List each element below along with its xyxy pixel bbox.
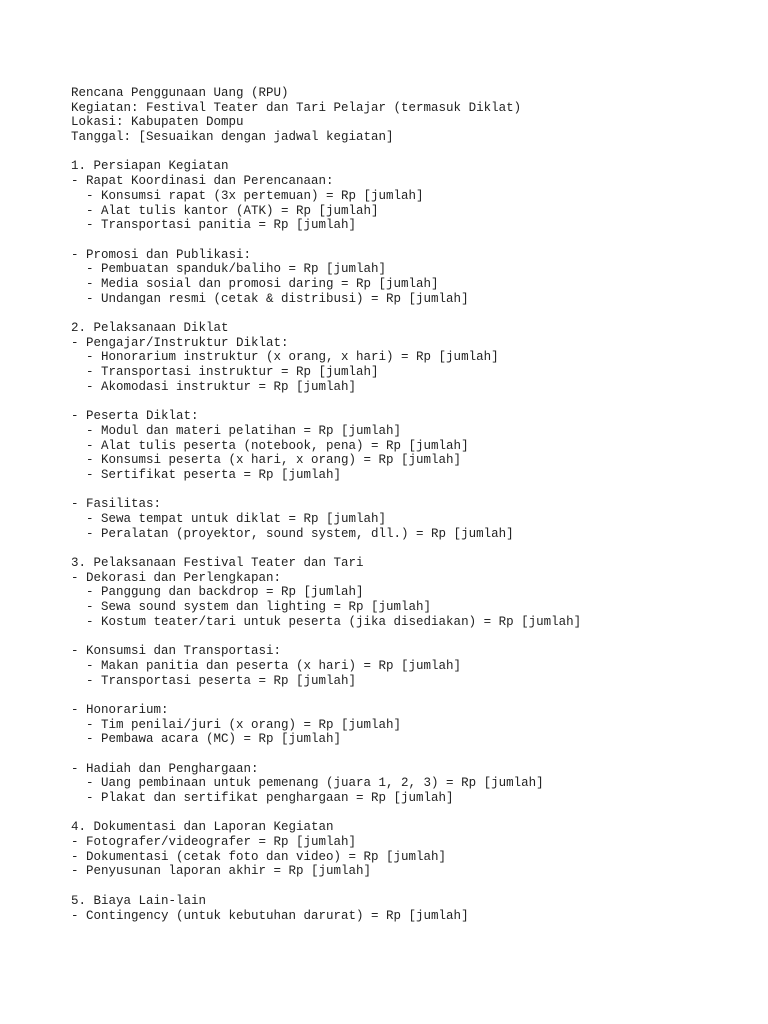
- text-line: Lokasi: Kabupaten Dompu: [71, 115, 244, 130]
- text-line: - Transportasi instruktur = Rp [jumlah]: [71, 365, 379, 380]
- text-line: Kegiatan: Festival Teater dan Tari Pelajar (termasuk Diklat): [71, 100, 522, 115]
- text-line: - Sewa sound system dan lighting = Rp [jumlah]: [71, 600, 432, 615]
- text-line: - Transportasi peserta = Rp [jumlah]: [71, 673, 357, 688]
- text-line: - Akomodasi instruktur = Rp [jumlah]: [71, 379, 357, 394]
- text-line: - Sertifikat peserta = Rp [jumlah]: [71, 467, 342, 482]
- blank-line: [71, 688, 751, 703]
- text-line: - Rapat Koordinasi dan Perencanaan:: [71, 174, 334, 189]
- blank-line: [71, 879, 751, 894]
- text-line: - Media sosial dan promosi daring = Rp [jumlah]: [71, 276, 439, 291]
- text-line: - Fasilitas:: [71, 497, 162, 512]
- text-line: - Konsumsi peserta (x hari, x orang) = Rp [jumlah]: [71, 453, 462, 468]
- text-line: - Pembawa acara (MC) = Rp [jumlah]: [71, 732, 342, 747]
- text-line: - Alat tulis peserta (notebook, pena) = Rp [jumlah]: [71, 438, 469, 453]
- blank-line: [71, 806, 751, 821]
- text-line: - Promosi dan Publikasi:: [71, 247, 252, 262]
- blank-line: [71, 394, 751, 409]
- text-line: - Uang pembinaan untuk pemenang (juara 1, 2, 3) = Rp [jumlah]: [71, 776, 544, 791]
- text-line: - Kostum teater/tari untuk peserta (jika disediakan) = Rp [jumlah]: [71, 614, 582, 629]
- text-line: - Pengajar/Instruktur Diklat:: [71, 335, 289, 350]
- text-line: - Transportasi panitia = Rp [jumlah]: [71, 218, 357, 233]
- text-line: - Makan panitia dan peserta (x hari) = Rp [jumlah]: [71, 658, 462, 673]
- text-line: - Konsumsi rapat (3x pertemuan) = Rp [jumlah]: [71, 188, 424, 203]
- text-line: - Fotografer/videografer = Rp [jumlah]: [71, 835, 357, 850]
- text-line: - Dokumentasi (cetak foto dan video) = Rp [jumlah]: [71, 849, 447, 864]
- blank-line: [71, 233, 751, 248]
- blank-line: [71, 629, 751, 644]
- text-line: - Undangan resmi (cetak & distribusi) = Rp [jumlah]: [71, 291, 469, 306]
- text-line: - Honorarium instruktur (x orang, x hari) = Rp [jumlah]: [71, 350, 499, 365]
- text-line: - Konsumsi dan Transportasi:: [71, 644, 282, 659]
- document-body: [71, 86, 751, 923]
- blank-line: [71, 145, 751, 160]
- text-line: 5. Biaya Lain-lain: [71, 893, 207, 908]
- blank-line: [71, 747, 751, 762]
- text-line: 3. Pelaksanaan Festival Teater dan Tari: [71, 556, 364, 570]
- text-line: - Modul dan materi pelatihan = Rp [jumlah]: [71, 423, 402, 438]
- text-line: - Pembuatan spanduk/baliho = Rp [jumlah]: [71, 262, 387, 277]
- text-line: - Hadiah dan Penghargaan:: [71, 761, 259, 776]
- text-line: Tanggal: [Sesuaikan dengan jadwal kegiatan]: [71, 130, 394, 145]
- text-line: - Penyusunan laporan akhir = Rp [jumlah]: [71, 864, 372, 879]
- text-line: - Peserta Diklat:: [71, 409, 199, 424]
- text-line: - Alat tulis kantor (ATK) = Rp [jumlah]: [71, 203, 379, 218]
- text-line: 1. Persiapan Kegiatan: [71, 159, 229, 174]
- text-line: - Honorarium:: [71, 702, 169, 717]
- text-line: - Contingency (untuk kebutuhan darurat) = Rp [jumlah]: [71, 908, 469, 923]
- text-line: Rencana Penggunaan Uang (RPU): [71, 86, 289, 100]
- blank-line: [71, 306, 751, 321]
- text-line: - Panggung dan backdrop = Rp [jumlah]: [71, 585, 364, 600]
- text-line: - Tim penilai/juri (x orang) = Rp [jumlah]: [71, 717, 402, 732]
- text-line: - Dekorasi dan Perlengkapan:: [71, 570, 282, 585]
- blank-line: [71, 483, 751, 498]
- text-line: - Sewa tempat untuk diklat = Rp [jumlah]: [71, 511, 387, 526]
- text-line: - Peralatan (proyektor, sound system, dll.) = Rp [jumlah]: [71, 526, 514, 541]
- text-line: - Plakat dan sertifikat penghargaan = Rp [jumlah]: [71, 791, 454, 805]
- text-line: 2. Pelaksanaan Diklat: [71, 321, 229, 335]
- text-line: 4. Dokumentasi dan Laporan Kegiatan: [71, 820, 334, 835]
- blank-line: [71, 541, 751, 556]
